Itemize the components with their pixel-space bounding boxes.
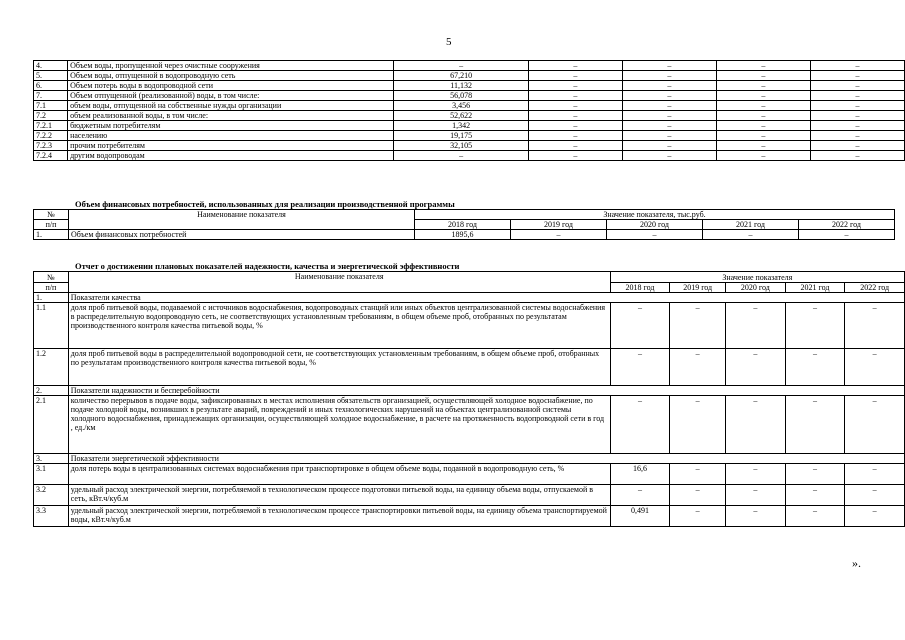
table-row [34,141,905,151]
row-value-2022: – [810,101,904,111]
section-title: Показатели энергетической эффективности [68,454,904,464]
year-header: 2020 год [607,220,703,230]
row-value-2020: – [726,303,786,349]
indicators-value-header: Значение показателя [610,272,904,283]
table-row [34,303,905,349]
row-number: 3.3 [34,506,69,527]
row-value-2021: – [716,121,810,131]
row-value-2021: – [716,111,810,121]
row-value-2021: – [716,91,810,101]
row-number: 4. [34,61,68,71]
row-value-2020: – [622,81,716,91]
row-value-2019: – [528,121,622,131]
row-value-2019: – [511,230,607,240]
row-value-2021: – [716,141,810,151]
row-number: 3.1 [34,464,69,485]
row-value-2018: 19,175 [394,131,528,141]
row-value-2020: – [726,464,786,485]
financial-value-header: Значение показателя, тыс.руб. [415,210,895,220]
row-number: 7.2.3 [34,141,68,151]
row-number: 5. [34,71,68,81]
row-value-2019: – [670,464,726,485]
row-number: 7. [34,91,68,101]
row-value-2022: – [810,141,904,151]
row-value-2019: – [528,131,622,141]
year-header: 2018 год [415,220,511,230]
row-name: количество перерывов в подаче воды, зафиксированных в местах исполнения обязательств организацией, осуществляющей холодное водоснабжение, по подаче холодной воды, возникших в результате аварий, повреждений и иных технологических нарушений на объектах централизованной системы холодного водоснабжения, принадлежащих организации, осуществляющей холодное водоснабжение, в расчете на протяженность водопроводной сети в год , ед./км [68,396,610,454]
row-value-2018: 32,105 [394,141,528,151]
row-number: 3.2 [34,485,69,506]
section-row [34,454,905,464]
indicators-table-caption: Отчет о достижении плановых показателей надежности, качества и энергетической эффективности [75,261,460,271]
row-value-2018: 67,210 [394,71,528,81]
indicators-num-subheader: п/п [34,283,69,293]
row-value-2018: – [610,303,670,349]
row-value-2021: – [716,151,810,161]
table-row [34,101,905,111]
indicators-table-body [34,293,905,527]
row-value-2020: – [726,349,786,386]
year-header: 2019 год [670,283,726,293]
row-value-2018: – [394,151,528,161]
row-value-2020: – [622,101,716,111]
row-value-2019: – [528,141,622,151]
row-number: 2.1 [34,396,69,454]
closing-mark: ». [852,556,861,570]
row-value-2021: – [785,396,845,454]
table-row [34,464,905,485]
row-value-2020: – [607,230,703,240]
row-value-2020: – [726,485,786,506]
row-value-2019: – [670,506,726,527]
row-number: 7.2 [34,111,68,121]
financial-num-header: № [34,210,69,220]
row-name: Объем воды, отпущенной в водопроводную сеть [68,71,394,81]
table-row [34,151,905,161]
financial-name-header: Наименование показателя [69,210,415,230]
row-number: 1.2 [34,349,69,386]
row-name: другим водопроводам [68,151,394,161]
row-value-2022: – [845,464,905,485]
row-value-2022: – [810,71,904,81]
table-row [34,485,905,506]
row-name: объем реализованной воды, в том числе: [68,111,394,121]
row-value-2019: – [528,111,622,121]
row-value-2022: – [810,91,904,101]
section-number: 2. [34,386,69,396]
table-row [34,131,905,141]
row-value-2022: – [810,121,904,131]
row-number: 1.1 [34,303,69,349]
row-value-2018: 3,456 [394,101,528,111]
table-row [34,71,905,81]
row-value-2018: 52,622 [394,111,528,121]
year-header: 2021 год [785,283,845,293]
row-value-2018: – [610,349,670,386]
row-value-2019: – [528,81,622,91]
row-name: Объем потерь воды в водопроводной сети [68,81,394,91]
row-value-2020: – [622,121,716,131]
year-header: 2022 год [799,220,895,230]
row-value-2020: – [622,131,716,141]
year-header: 2022 год [845,283,905,293]
row-value-2019: – [528,91,622,101]
financial-table-body [34,230,895,240]
row-value-2018: 0,491 [610,506,670,527]
year-header: 2020 год [726,283,786,293]
row-value-2021: – [785,464,845,485]
row-name: объем воды, отпущенной на собственные нужды организации [68,101,394,111]
row-name: населению [68,131,394,141]
row-name: бюджетным потребителям [68,121,394,131]
table-row [34,230,895,240]
row-number: 6. [34,81,68,91]
row-name: удельный расход электрической энергии, потребляемой в технологическом процессе подготовки питьевой воды, на единицу объема воды, отпускаемой в сеть, кВт.ч/куб.м [68,485,610,506]
row-value-2020: – [726,396,786,454]
row-value-2019: – [528,71,622,81]
year-header: 2018 год [610,283,670,293]
table-row [34,396,905,454]
row-value-2022: – [810,81,904,91]
row-value-2021: – [716,81,810,91]
row-value-2020: – [622,71,716,81]
section-row [34,293,905,303]
section-row [34,386,905,396]
table-row [34,81,905,91]
row-value-2019: – [528,101,622,111]
page-number: 5 [446,36,452,48]
row-number: 7.2.1 [34,121,68,131]
row-value-2022: – [845,396,905,454]
row-name: Объем отпущенной (реализованной) воды, в том числе: [68,91,394,101]
row-value-2022: – [810,61,904,71]
table-row [34,506,905,527]
row-number: 7.2.2 [34,131,68,141]
row-value-2022: – [810,111,904,121]
indicators-name-header: Наименование показателя [68,272,610,293]
row-value-2019: – [670,396,726,454]
row-value-2018: – [610,485,670,506]
row-value-2018: – [394,61,528,71]
indicators-table [33,271,905,527]
row-value-2022: – [845,349,905,386]
row-value-2020: – [726,506,786,527]
row-value-2019: – [670,485,726,506]
row-name: доля потерь воды в централизованных системах водоснабжения при транспортировке в общем объеме воды, поданной в водопроводную сеть, % [68,464,610,485]
row-value-2020: – [622,151,716,161]
row-name: доля проб питьевой воды в распределительной водопроводной сети, не соответствующих установленным требованиям, в общем объеме проб, отобранных по результатам производственного контроля качества питьевой воды, % [68,349,610,386]
row-number: 7.1 [34,101,68,111]
table-row [34,121,905,131]
row-value-2022: – [845,303,905,349]
section-number: 3. [34,454,69,464]
row-name: Объем финансовых потребностей [69,230,415,240]
financial-num-subheader: п/п [34,220,69,230]
year-header: 2021 год [703,220,799,230]
row-name: удельный расход электрической энергии, потребляемой в технологическом процессе транспортировки питьевой воды, на единицу объема транспортируемой воды, кВт.ч/куб.м [68,506,610,527]
year-header: 2019 год [511,220,607,230]
row-value-2019: – [670,349,726,386]
row-name: прочим потребителям [68,141,394,151]
row-value-2021: – [716,71,810,81]
row-value-2022: – [845,485,905,506]
row-value-2018: 1,342 [394,121,528,131]
row-value-2021: – [785,506,845,527]
table-row [34,111,905,121]
row-value-2020: – [622,61,716,71]
row-value-2021: – [703,230,799,240]
water-volume-table-body [34,61,905,161]
row-name: Объем воды, пропущенной через очистные сооружения [68,61,394,71]
row-name: доля проб питьевой воды, подаваемой с источников водоснабжения, водопроводных станций или иных объектов централизованной системы водоснабжения в распределительную водопроводную сеть, не соответствующих установленным требованиям, в общем объеме проб, отобранных по результатам производственного контроля качества питьевой воды, % [68,303,610,349]
row-value-2021: – [785,485,845,506]
row-value-2020: – [622,91,716,101]
row-value-2020: – [622,111,716,121]
row-value-2021: – [785,349,845,386]
table-row [34,61,905,71]
row-value-2022: – [810,131,904,141]
row-value-2018: 56,078 [394,91,528,101]
row-value-2020: – [622,141,716,151]
row-value-2019: – [528,151,622,161]
table-row [34,349,905,386]
row-value-2021: – [716,61,810,71]
row-value-2019: – [528,61,622,71]
row-value-2022: – [799,230,895,240]
row-value-2018: – [610,396,670,454]
row-number: 7.2.4 [34,151,68,161]
water-volume-table [33,60,905,161]
row-value-2022: – [810,151,904,161]
financial-table [33,209,895,240]
row-value-2019: – [670,303,726,349]
table-row [34,91,905,101]
row-value-2022: – [845,506,905,527]
section-title: Показатели качества [68,293,904,303]
financial-table-caption: Объем финансовых потребностей, использованных для реализации производственной программы [75,199,455,209]
section-number: 1. [34,293,69,303]
row-value-2018: 16,6 [610,464,670,485]
section-title: Показатели надежности и бесперебойности [68,386,904,396]
row-value-2021: – [785,303,845,349]
row-value-2018: 11,132 [394,81,528,91]
indicators-num-header: № [34,272,69,283]
row-value-2021: – [716,131,810,141]
row-value-2018: 1895,6 [415,230,511,240]
row-value-2021: – [716,101,810,111]
row-number: 1. [34,230,69,240]
